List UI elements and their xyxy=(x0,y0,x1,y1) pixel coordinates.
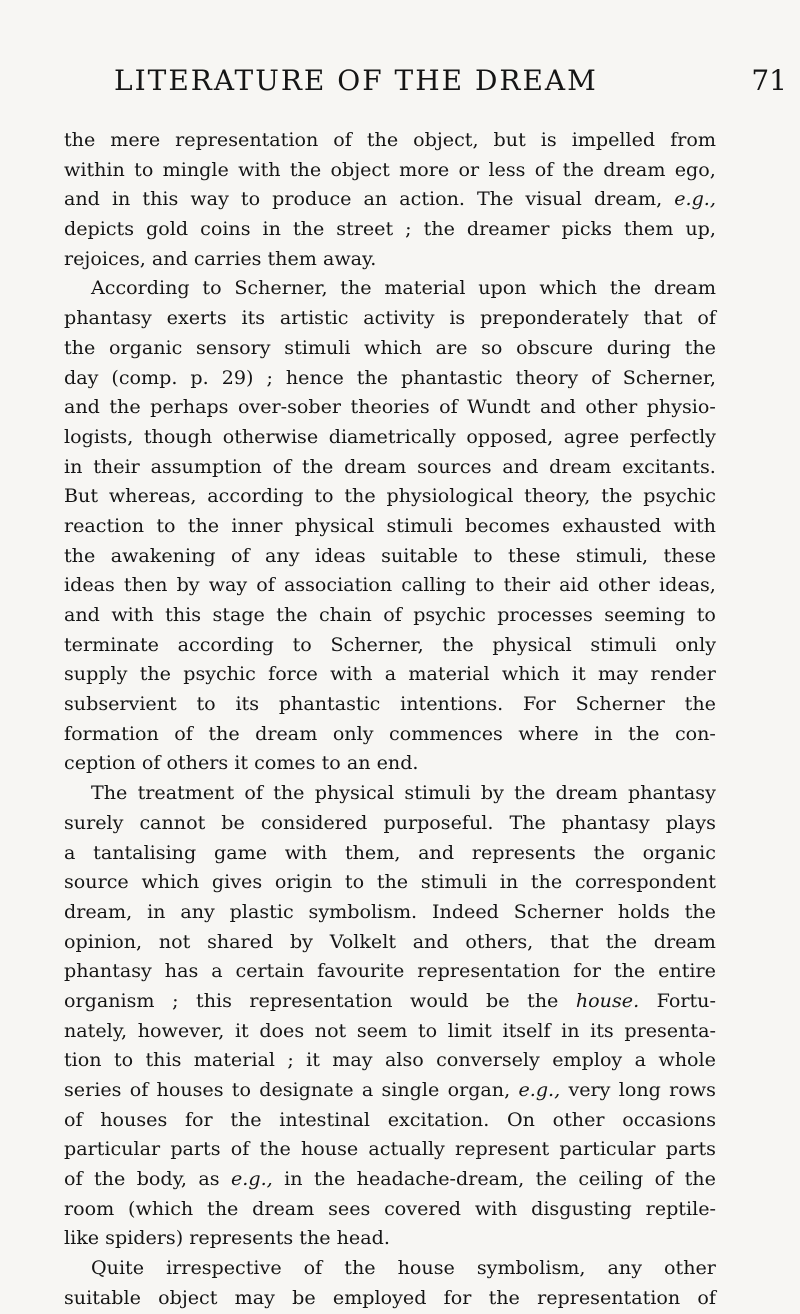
text-line: logists, though otherwise diametrically opposed, agree perfectly xyxy=(64,424,716,448)
text-line: of houses for the intestinal excitation. On other occasions xyxy=(64,1107,716,1131)
text-line: and the perhaps over-sober theories of Wundt and other physio- xyxy=(64,395,716,419)
text-line: supply the psychic force with a material which it may render xyxy=(64,662,716,686)
text-line: reaction to the inner physical stimuli becomes exhausted with xyxy=(64,513,716,537)
text-line: and in this way to produce an action. The visual dream, e.g., xyxy=(64,187,716,211)
text-line: phantasy exerts its artistic activity is preponderately that of xyxy=(64,306,716,330)
text-line: phantasy has a certain favourite representation for the entire xyxy=(64,959,716,983)
text-line: source which gives origin to the stimuli in the correspondent xyxy=(64,870,716,894)
text-line: nately, however, it does not seem to limit itself in its presenta- xyxy=(64,1018,716,1042)
text-line: dream, in any plastic symbolism. Indeed Scherner holds the xyxy=(64,899,716,923)
text-line: But whereas, according to the physiological theory, the psychic xyxy=(64,484,716,508)
body-text xyxy=(64,126,716,1314)
text-line: formation of the dream only commences where in the con- xyxy=(64,721,716,745)
text-line: terminate according to Scherner, the physical stimuli only xyxy=(64,632,716,656)
text-line: within to mingle with the object more or less of the dream ego, xyxy=(64,157,716,181)
text-line: organism ; this representation would be the house. Fortu- xyxy=(64,988,716,1012)
text-line: the awakening of any ideas suitable to these stimuli, these xyxy=(64,543,716,567)
text-line: surely cannot be considered purposeful. The phantasy plays xyxy=(64,810,716,834)
page-number: 71 xyxy=(751,64,787,97)
text-line: suitable object may be employed for the representation of xyxy=(64,1285,716,1309)
text-line: particular parts of the house actually represent particular parts xyxy=(64,1137,716,1161)
text-line: depicts gold coins in the street ; the dreamer picks them up, xyxy=(64,217,716,241)
text-line: opinion, not shared by Volkelt and others, that the dream xyxy=(64,929,716,953)
text-line: subservient to its phantastic intentions. For Scherner the xyxy=(64,692,716,716)
text-line: series of houses to designate a single organ, e.g., very long rows xyxy=(64,1078,716,1101)
text-line: tion to this material ; it may also conversely employ a whole xyxy=(64,1048,716,1072)
running-header xyxy=(114,64,800,104)
text-line: the mere representation of the object, but is impelled from xyxy=(64,128,716,151)
text-line: like spiders) represents the head. xyxy=(64,1226,390,1250)
text-line: room (which the dream sees covered with disgusting reptile- xyxy=(64,1196,716,1220)
text-line: day (comp. p. 29) ; hence the phantastic theory of Scherner, xyxy=(64,365,716,389)
text-line: ception of others it comes to an end. xyxy=(64,751,419,775)
text-line: a tantalising game with them, and represents the organic xyxy=(64,840,716,864)
text-line: and with this stage the chain of psychic processes seeming to xyxy=(64,603,716,626)
text-line: the organic sensory stimuli which are so obscure during the xyxy=(64,335,716,359)
running-title: LITERATURE OF THE DREAM xyxy=(114,64,598,97)
text-line: in their assumption of the dream sources and dream excitants. xyxy=(64,454,716,478)
text-line: According to Scherner, the material upon which the dream xyxy=(91,276,716,300)
text-line: of the body, as e.g., in the headache-dream, the ceiling of the xyxy=(64,1167,716,1191)
text-line: rejoices, and carries them away. xyxy=(64,246,377,270)
text-line: The treatment of the physical stimuli by the dream phantasy xyxy=(91,781,716,805)
text-line: ideas then by way of association calling to their aid other ideas, xyxy=(64,573,716,597)
text-line: Quite irrespective of the house symbolism, any other xyxy=(91,1256,716,1280)
